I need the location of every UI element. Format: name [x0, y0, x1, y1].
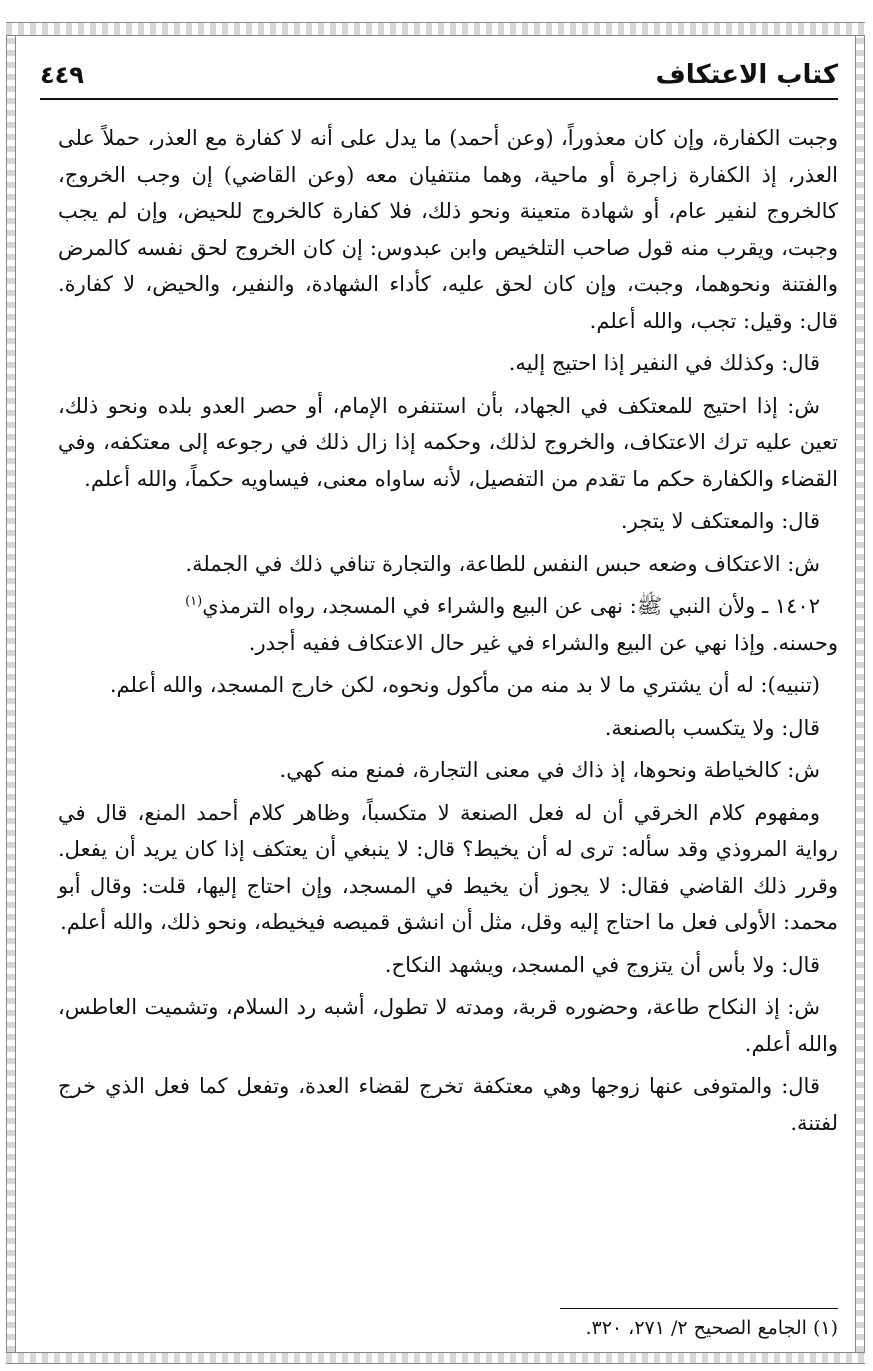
hadith-paragraph	[58, 588, 838, 625]
left-border-ornament	[6, 36, 16, 1352]
paragraph: ومفهوم كلام الخرقي أن له فعل الصنعة لا متكسباً، وظاهر كلام أحمد المنع، قال في رواية المروذي وقد سأله: ترى له أن يخيط؟ قال: لا ينبغي أن يعتكف إذا كان يريد أن يفعل. وقرر ذلك القاضي فقال: لا يجوز أن يخيط في المسجد، وإن احتاج إليها، قلت: وقال أبو محمد: الأولى فعل ما احتاج إليه وقل، مثل أن انشق قميصه فيخيطه، ونحو ذلك، والله أعلم.	[58, 800, 838, 934]
hadith-text: ١٤٠٢ ـ ولأن النبي ﷺ: نهى عن البيع والشراء في المسجد، رواه الترمذي	[202, 594, 820, 618]
paragraph: قال: والمعتكف لا يتجر.	[620, 509, 820, 533]
paragraph: قال: والمتوفى عنها زوجها وهي معتكفة تخرج لقضاء العدة، وتفعل كما فعل الذي خرج لفتنة.	[58, 1074, 838, 1135]
paragraph: ش: إذ النكاح طاعة، وحضوره قربة، ومدته لا تطول، أشبه رد السلام، وتشميت العاطس، والله أعلم.	[58, 995, 838, 1056]
page-number: ٤٤٩	[40, 61, 84, 89]
paragraph: قال: ولا يتكسب بالصنعة.	[604, 715, 820, 740]
paragraph: وجبت الكفارة، وإن كان معذوراً، (وعن أحمد) ما يدل على أنه لا كفارة مع العذر، حملاً على العذر، إذ الكفارة زاجرة أو ماحية، وهما منتفيان معه (وعن القاضي) إن وجب الخروج، كالخروج لنفير عام، أو شهادة متعينة ونحو ذلك، فلا كفارة كالخروج للحيض، وإن لم يجب وجبت، ويقرب منه قول صاحب التلخيص وابن عبدوس: إن كان الخروج لحق نفسه كالمرض والفتنة ونحوهما، وجبت، وإن كان لحق عليه، كأداء الشهادة، والنفير، والحيض، لا كفارة. قال: وقيل: تجب، والله أعلم.	[58, 126, 838, 333]
paragraph: ش: إذا احتيج للمعتكف في الجهاد، بأن استنفره الإمام، أو حصر العدو بلده ونحو ذلك، تعين عليه ترك الاعتكاف، والخروج لذلك، وحكمه إذا زال ذلك في رجوعه إلى معتكفه، وفي القضاء والكفارة حكم ما تقدم من التفصيل، لأنه ساواه معنى، فيساويه حكماً، والله أعلم.	[58, 393, 838, 491]
paragraph: وحسنه. وإذا نهي عن البيع والشراء في غير حال الاعتكاف ففيه أجدر.	[248, 630, 838, 655]
chapter-title: كتاب الاعتكاف	[655, 60, 838, 90]
paragraph: قال: وكذلك في النفير إذا احتيج إليه.	[508, 351, 820, 375]
paragraph: (تنبيه): له أن يشتري ما لا بد منه من مأكول ونحوه، لكن خارج المسجد، والله أعلم.	[109, 673, 820, 697]
top-border-ornament	[6, 22, 865, 36]
footnote-marker: (١)	[185, 594, 203, 609]
footnote: (١) الجامع الصحيح ٢/ ٢٧١، ٣٢٠.	[585, 1317, 838, 1339]
bottom-border-ornament	[6, 1352, 865, 1364]
paragraph: ش: كالخياطة ونحوها، إذ ذاك في معنى التجارة، فمنع منه كهي.	[279, 758, 820, 782]
page-body	[58, 120, 838, 1147]
right-border-ornament	[855, 36, 865, 1352]
footnote-separator	[560, 1308, 838, 1309]
page-header	[40, 52, 838, 100]
paragraph: قال: ولا بأس أن يتزوج في المسجد، ويشهد النكاح.	[384, 952, 820, 977]
paragraph: ش: الاعتكاف وضعه حبس النفس للطاعة، والتجارة تنافي ذلك في الجملة.	[185, 551, 820, 576]
